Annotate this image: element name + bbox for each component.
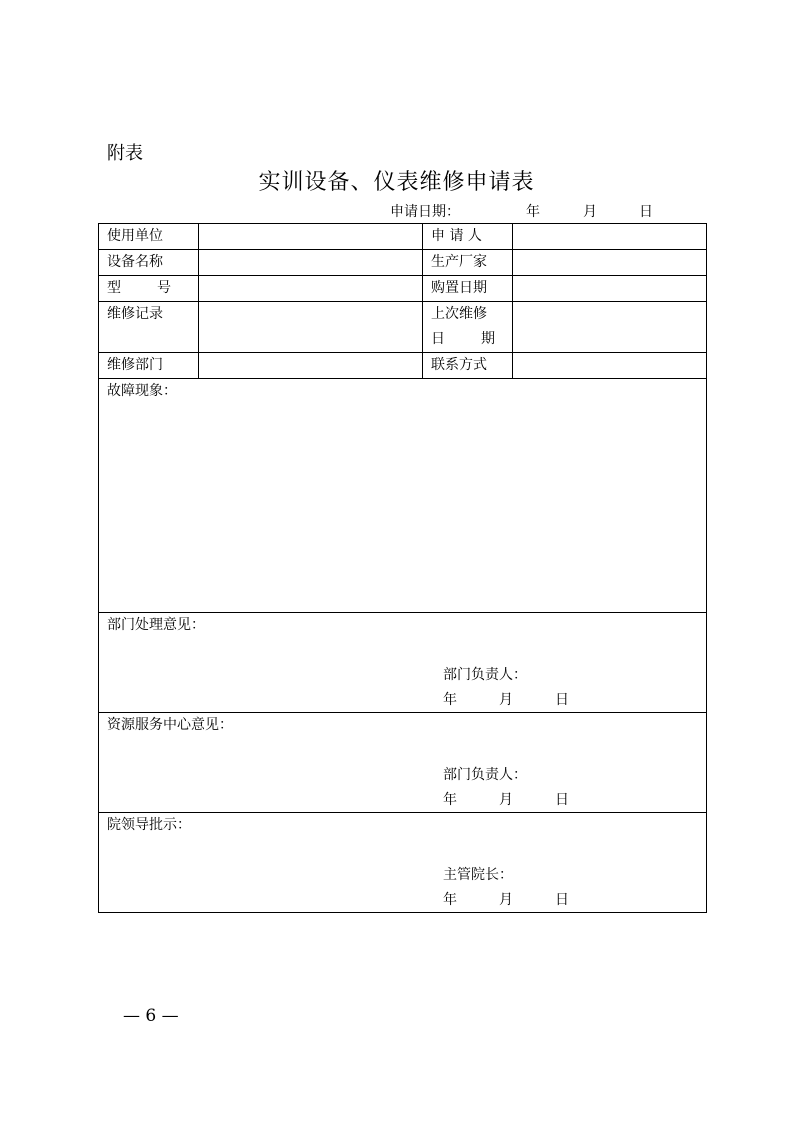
model-label-char-2: 号 — [157, 280, 171, 296]
dean-instruction-label: 院领导批示： — [107, 817, 191, 833]
form-row-resource-opinion — [99, 713, 707, 813]
form-row-fault — [99, 379, 707, 613]
repair-record-field[interactable] — [199, 302, 423, 353]
year-label: 年 — [443, 792, 457, 808]
purchase-date-label: 购置日期 — [423, 276, 513, 302]
manufacturer-label: 生产厂家 — [423, 250, 513, 276]
fault-label: 故障现象： — [107, 383, 177, 399]
user-unit-field[interactable] — [199, 224, 423, 250]
last-repair-char-day: 日 — [431, 331, 445, 347]
day-label: 日 — [555, 692, 569, 708]
apply-date-label: 申请日期： — [390, 204, 460, 220]
appendix-label: 附表 — [107, 143, 143, 164]
dean-instruction-section[interactable] — [99, 813, 707, 913]
manufacturer-field[interactable] — [513, 250, 707, 276]
year-label: 年 — [443, 692, 457, 708]
applicant-label: 申 请 人 — [423, 224, 513, 250]
year-label: 年 — [443, 892, 457, 908]
last-repair-char-period: 期 — [481, 331, 495, 347]
dept-head-signature-label: 部门负责人： — [443, 667, 527, 683]
last-repair-date-field[interactable] — [513, 302, 707, 353]
page-number: — 6 — — [123, 1006, 179, 1026]
model-label — [99, 276, 199, 302]
form-row-equipment — [99, 250, 707, 276]
repair-request-form — [98, 223, 707, 913]
last-repair-date-label — [423, 302, 513, 353]
applicant-field[interactable] — [513, 224, 707, 250]
form-row-repair-dept — [99, 353, 707, 379]
month-label: 月 — [499, 792, 513, 808]
day-label: 日 — [555, 792, 569, 808]
repair-dept-field[interactable] — [199, 353, 423, 379]
apply-year-label: 年 — [526, 204, 540, 220]
last-repair-line-1: 上次维修 — [431, 306, 487, 322]
dept-opinion-label: 部门处理意见： — [107, 617, 205, 633]
form-row-repair-record — [99, 302, 707, 353]
form-row-dept-opinion — [99, 613, 707, 713]
apply-month-label: 月 — [583, 204, 597, 220]
resource-opinion-label: 资源服务中心意见： — [107, 717, 233, 733]
repair-dept-label: 维修部门 — [99, 353, 199, 379]
apply-day-label: 日 — [639, 204, 653, 220]
day-label: 日 — [555, 892, 569, 908]
contact-field[interactable] — [513, 353, 707, 379]
form-row-dean-instruction — [99, 813, 707, 913]
month-label: 月 — [499, 692, 513, 708]
form-row-model — [99, 276, 707, 302]
purchase-date-field[interactable] — [513, 276, 707, 302]
dept-opinion-section[interactable] — [99, 613, 707, 713]
repair-record-label: 维修记录 — [99, 302, 199, 353]
fault-section[interactable] — [99, 379, 707, 613]
contact-label: 联系方式 — [423, 353, 513, 379]
equipment-name-field[interactable] — [199, 250, 423, 276]
month-label: 月 — [499, 892, 513, 908]
resource-head-signature-label: 部门负责人： — [443, 767, 527, 783]
page-title: 实训设备、仪表维修申请表 — [258, 170, 535, 195]
resource-opinion-section[interactable] — [99, 713, 707, 813]
model-label-char-1: 型 — [107, 280, 121, 296]
user-unit-label: 使用单位 — [99, 224, 199, 250]
model-field[interactable] — [199, 276, 423, 302]
vice-dean-signature-label: 主管院长： — [443, 867, 513, 883]
equipment-name-label: 设备名称 — [99, 250, 199, 276]
form-row-user-unit — [99, 224, 707, 250]
